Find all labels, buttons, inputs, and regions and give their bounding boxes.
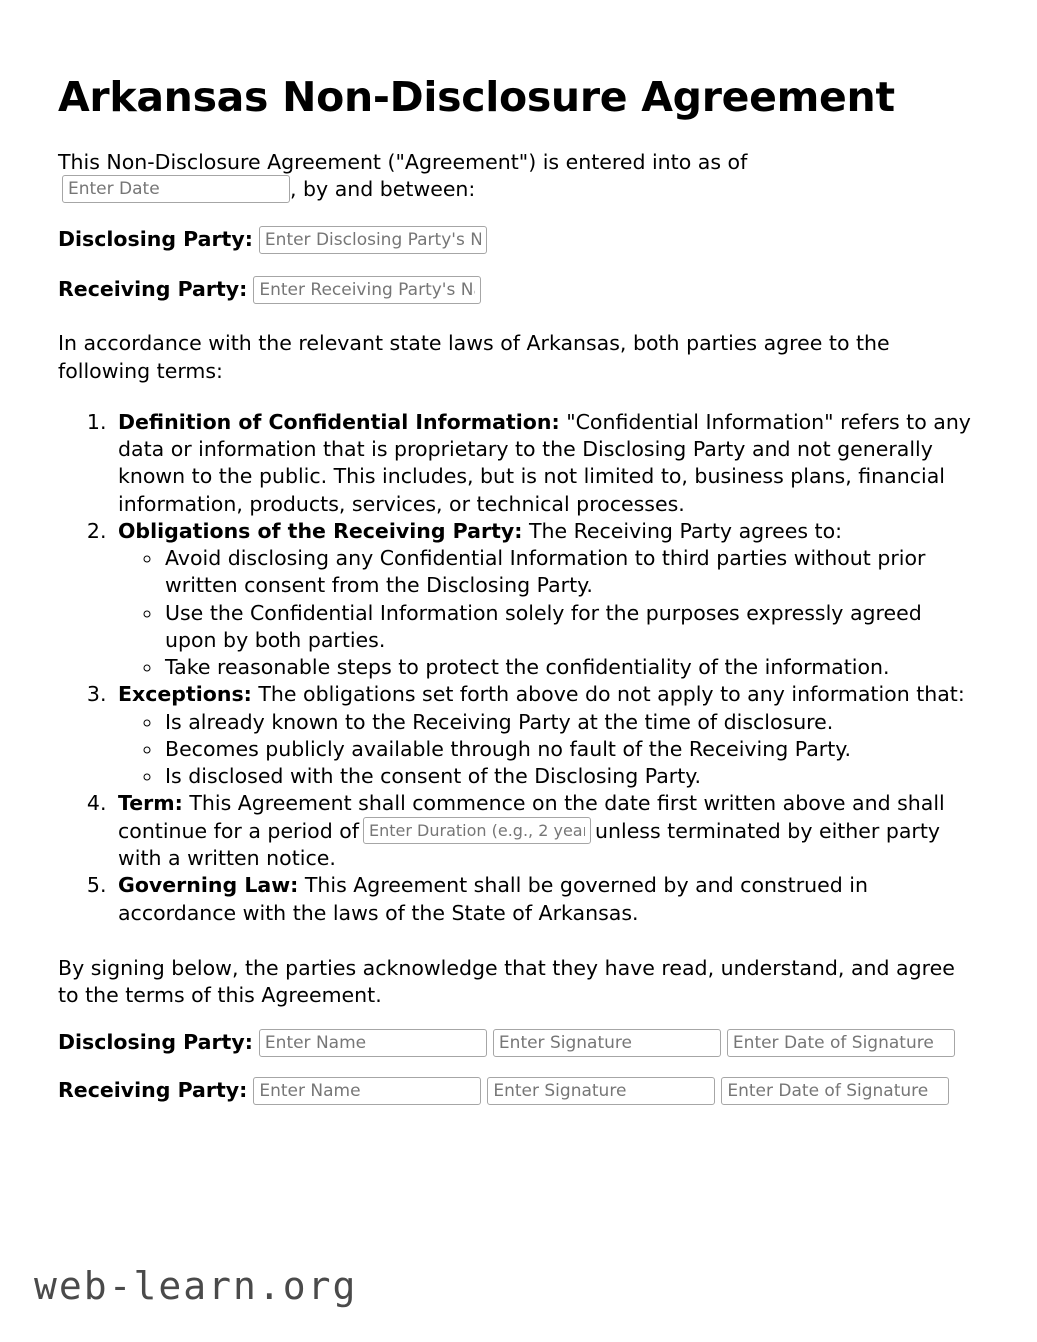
receiving-signature-name-input[interactable] <box>253 1077 481 1105</box>
receiving-party-label: Receiving Party: <box>58 277 248 302</box>
term-duration-input[interactable] <box>363 817 591 844</box>
signature-row-disclosing <box>58 1029 979 1057</box>
term-item-1 <box>113 409 979 518</box>
term-heading: Definition of Confidential Information: <box>118 409 560 434</box>
terms-list <box>58 409 979 927</box>
disclosing-signature-name-input[interactable] <box>259 1029 487 1057</box>
term-body-before-duration: This Agreement shall commence on the date first written above and shall continue for a period of <box>118 791 945 843</box>
site-watermark: web-learn.org <box>34 1264 358 1308</box>
term-heading: Exceptions: <box>118 682 252 707</box>
accordance-paragraph: In accordance with the relevant state laws of Arkansas, both parties agree to the following terms: <box>58 331 890 383</box>
intro-paragraph <box>58 149 979 204</box>
signature-disclosing-label: Disclosing Party: <box>58 1030 253 1055</box>
agreement-date-input[interactable] <box>62 175 290 203</box>
term-subitem: ◦ Take reasonable steps to protect the confidentiality of the information. <box>163 654 979 681</box>
term-item-3 <box>113 681 979 790</box>
term-item-5 <box>113 872 979 927</box>
page-title: Arkansas Non-Disclosure Agreement <box>58 73 895 121</box>
receiving-signature-input[interactable] <box>487 1077 715 1105</box>
term-body: "Confidential Information" refers to any data or information that is proprietary to the Disclosing Party and not generally known to the public. This includes, but is not limited to, business plans, financial information, products, services, or technical processes. <box>118 409 971 516</box>
disclosing-signature-date-input[interactable] <box>727 1029 955 1057</box>
term-item-2 <box>113 518 979 682</box>
term-subitem: ◦ Becomes publicly available through no fault of the Receiving Party. <box>163 736 979 763</box>
term-body: The obligations set forth above do not apply to any information that: <box>251 682 965 707</box>
term-body: The Receiving Party agrees to: <box>522 518 843 543</box>
signature-row-receiving <box>58 1077 979 1105</box>
term-body: This Agreement shall be governed by and construed in accordance with the laws of the State of Arkansas. <box>118 873 868 925</box>
term-heading: Term: <box>118 791 183 816</box>
term-heading: Obligations of the Receiving Party: <box>118 518 523 543</box>
intro-text-after-date: , by and between: <box>290 177 476 202</box>
receiving-party-row <box>58 276 979 304</box>
term-subitem: ◦ Avoid disclosing any Confidential Information to third parties without prior written consent from the Disclosing Party. <box>163 545 979 600</box>
disclosing-signature-input[interactable] <box>493 1029 721 1057</box>
disclosing-party-row <box>58 226 979 254</box>
receiving-signature-date-input[interactable] <box>721 1077 949 1105</box>
signature-receiving-label: Receiving Party: <box>58 1078 248 1103</box>
receiving-party-name-input[interactable] <box>253 276 481 304</box>
intro-text-before-date: This Non-Disclosure Agreement ("Agreement") is entered into as of <box>58 150 748 175</box>
term-item-4 <box>113 790 979 872</box>
term-subitem: ◦ Use the Confidential Information solely for the purposes expressly agreed upon by both parties. <box>163 600 979 655</box>
closing-paragraph: By signing below, the parties acknowledge that they have read, understand, and agree to the terms of this Agreement. <box>58 955 955 1008</box>
term-heading: Governing Law: <box>118 873 299 898</box>
term-subitems <box>118 545 979 681</box>
term-subitem: ◦ Is already known to the Receiving Party at the time of disclosure. <box>163 709 979 736</box>
term-subitem: ◦ Is disclosed with the consent of the Disclosing Party. <box>163 763 979 790</box>
disclosing-party-label: Disclosing Party: <box>58 227 253 252</box>
disclosing-party-name-input[interactable] <box>259 226 487 254</box>
term-body-after-duration: unless terminated by either party with a written notice. <box>118 818 941 871</box>
term-subitems <box>118 709 979 791</box>
